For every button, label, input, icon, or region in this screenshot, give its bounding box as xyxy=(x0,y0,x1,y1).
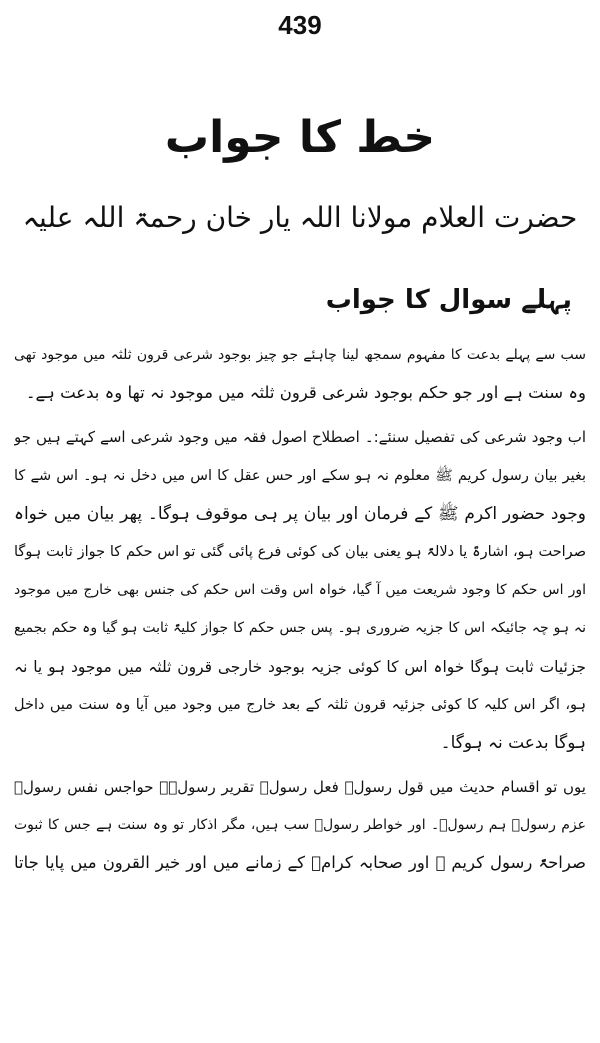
text-line: جزئیات ثابت ہوگا خواہ اس کا کوئی جزیہ بوجود خارجی قرون ثلثہ میں موجود ہو یا نہ xyxy=(14,657,586,676)
text-line: صراحۃً رسول کریم ﷺ اور صحابہ کرامؓ کے زمانے میں اور خیر القرون میں پایا جاتا xyxy=(14,853,586,873)
paragraph-3 xyxy=(14,768,586,883)
text-line: یوں تو اقسام حدیث میں قول رسولؐ فعل رسولؐ تقریر رسولؐ۔ حواجس نفس رسولؐ xyxy=(14,778,586,797)
text-line: سب سے پہلے بدعت کا مفہوم سمجھ لینا چاہئے جو چیز بوجود شرعی قرون ثلثہ میں موجود تھی xyxy=(14,347,586,363)
text-line: وجود حضور اکرم ﷺ کے فرمان اور بیان پر ہی موقوف ہوگا۔ پھر بیان میں خواہ xyxy=(14,503,586,524)
text-line: اور اس حکم کا وجود شریعت میں آ گیا، خواہ اس وقت اس حکم کی جنس بھی خارج میں موجود xyxy=(14,582,586,599)
section-heading: پہلے سوال کا جواب xyxy=(325,285,572,315)
page-number: 439 xyxy=(278,10,322,40)
paragraph-1 xyxy=(14,336,586,412)
text-line: بغیر بیان رسول کریم ﷺ معلوم نہ ہو سکے اور حس عقل کا اس میں دخل نہ ہو۔ اس شے کا xyxy=(14,467,586,484)
text-line: ہوگا بدعت نہ ہوگا۔ xyxy=(440,732,586,753)
page-title: خط کا جواب xyxy=(164,112,436,163)
author-line: حضرت العلام مولانا اللہ یار خان رحمۃ اللہ علیہ xyxy=(22,201,578,234)
text-line: نہ ہو چہ جائیکہ اس کا جزیہ ضروری ہو۔ پس جس حکم کا جواز کلیۃً ثابت ہو گیا وہ حکم بجمیع xyxy=(14,620,586,637)
text-line: صراحت ہو، اشارۃً یا دلالۃً ہو یعنی بیان کی کوئی فرع پائی گئی تو اس حکم کا جواز ثابت ہوگا xyxy=(14,543,586,560)
text-line: وہ سنت ہے اور جو حکم بوجود شرعی قرون ثلثہ میں موجود نہ تھا وہ بدعت ہے۔ xyxy=(25,383,586,403)
text-line: اب وجود شرعی کی تفصیل سنئے:۔ اصطلاح اصول فقہ میں وجود شرعی اسے کہتے ہیں جو xyxy=(14,428,586,447)
body-text xyxy=(14,336,586,883)
text-line: ہو، اگر اس کلیہ کا کوئی جزئیہ قرون ثلثہ کے بعد خارج میں وجود میں آیا وہ سنت میں داخل xyxy=(14,696,586,713)
text-line: عزم رسولؐ ہم رسولؐ۔ اور خواطر رسولؐ سب ہیں، مگر اذکار تو وہ سنت ہے جس کا ثبوت xyxy=(14,817,586,834)
paragraph-2 xyxy=(14,418,586,762)
